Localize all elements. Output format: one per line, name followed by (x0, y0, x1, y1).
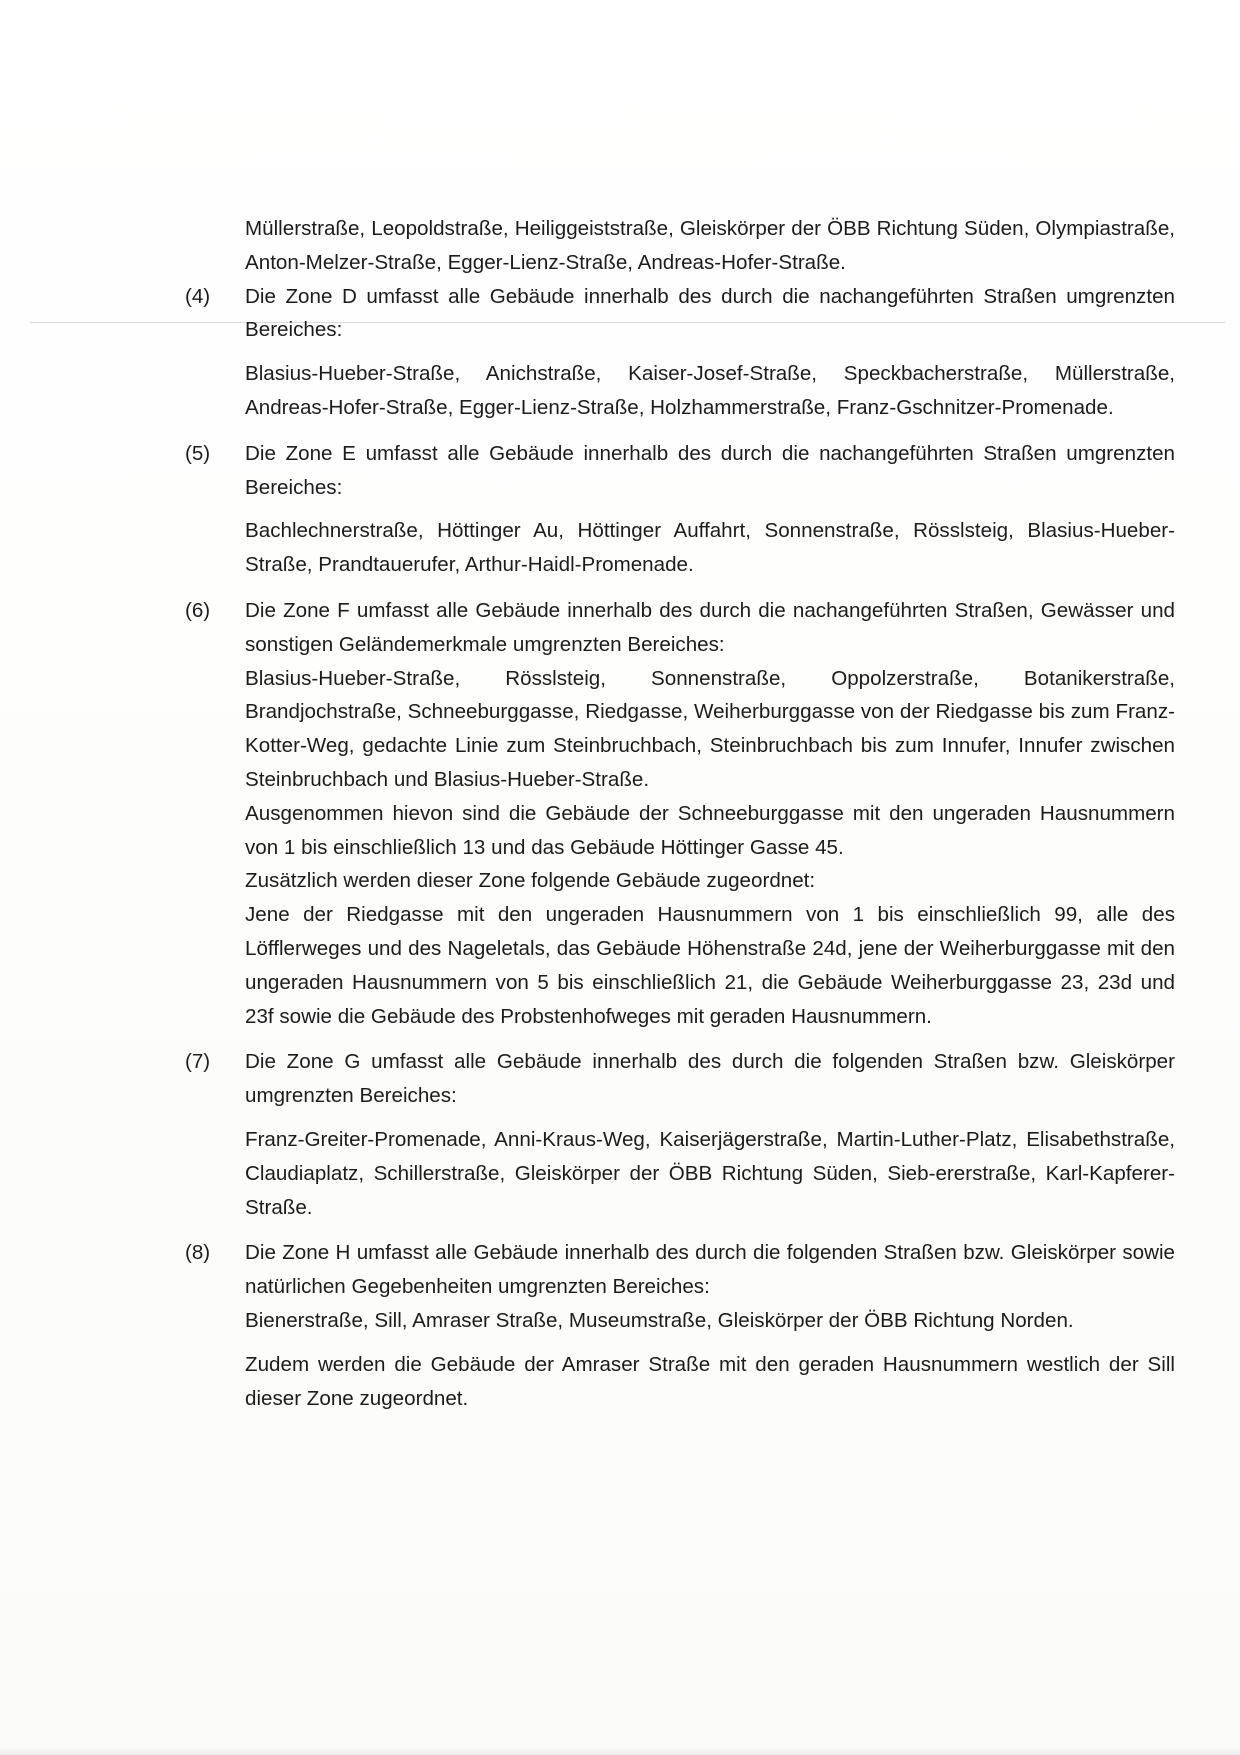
additional-buildings: Jene der Riedgasse mit den ungeraden Hausnummern von 1 bis einschließlich 99, alle des Löfflerweges und des Nageletals, das Gebäude Höhenstraße 24d, jene der Weiherburggasse mit den ungeraden Hausnummern von 5 bis einschließlich 21, die Gebäude Weiherburggasse 23, 23d und 23f sowie die Gebäude des Probstenhofweges mit geraden Hausnummern. (245, 903, 1175, 1028)
section-intro: Die Zone E umfasst alle Gebäude innerhalb des durch die nachangeführten Straßen umgrenzten Bereiches: (245, 441, 1175, 499)
scan-edge (0, 1747, 1240, 1755)
section-zone-g (185, 1045, 1175, 1224)
additional-intro: Zusätzlich werden dieser Zone folgende Gebäude zugeordnet: (245, 869, 816, 893)
section-zone-f (185, 594, 1175, 1033)
section-number: (4) (185, 284, 211, 308)
street-list: Blasius-Hueber-Straße, Anichstraße, Kaiser-Josef-Straße, Speckbacherstraße, Müllerstraße, Andreas-Hofer-Straße, Egger-Lienz-Straße, Holzhammerstraße, Franz-Gschnitzer-Promenade. (245, 362, 1175, 419)
section-number: (7) (185, 1050, 211, 1074)
additional-buildings: Zudem werden die Gebäude der Amraser Straße mit den geraden Hausnummern westlich der Sill dieser Zone zugeordnet. (245, 1352, 1175, 1410)
street-list: Bienerstraße, Sill, Amraser Straße, Museumstraße, Gleiskörper der ÖBB Richtung Norden. (245, 1308, 1074, 1332)
street-list: Franz-Greiter-Promenade, Anni-Kraus-Weg, Kaiserjägerstraße, Martin-Luther-Platz, Elisabethstraße, Claudiaplatz, Schillerstraße, Gleiskörper der ÖBB Richtung Süden, Sieb-ererstraße, Karl-Kapferer-Straße. (245, 1127, 1175, 1219)
document-body (185, 212, 1175, 1415)
section-intro: Die Zone G umfasst alle Gebäude innerhalb des durch die folgenden Straßen bzw. Gleiskörper umgrenzten Bereiches: (245, 1050, 1175, 1108)
street-list: Bachlechnerstraße, Höttinger Au, Höttinger Auffahrt, Sonnenstraße, Rösslsteig, Blasius-Hueber-Straße, Prandtauerufer, Arthur-Haidl-Promenade. (245, 519, 1175, 577)
exceptions-text: Ausgenommen hievon sind die Gebäude der Schneeburggasse mit den ungeraden Hausnummern von 1 bis einschließlich 13 und das Gebäude Höttinger Gasse 45. (245, 801, 1175, 859)
section-number: (6) (185, 598, 211, 622)
section-zone-h (185, 1236, 1175, 1415)
section-number: (5) (185, 441, 211, 465)
section-number: (8) (185, 1241, 211, 1265)
section-zone-e (185, 437, 1175, 582)
street-list: Blasius-Hueber-Straße, Rösslsteig, Sonnenstraße, Oppolzerstraße, Botanikerstraße, Brandjochstraße, Schneeburggasse, Riedgasse, Weiherburggasse von der Riedgasse bis zum Franz-Kotter-Weg, gedachte Linie zum Steinbruchbach, Steinbruchbach bis zum Innufer, Innufer zwischen Steinbruchbach und Blasius-Hueber-Straße. (245, 666, 1175, 791)
opening-street-list: Müllerstraße, Leopoldstraße, Heiliggeiststraße, Gleiskörper der ÖBB Richtung Süden, Olympiastraße, Anton-Melzer-Straße, Egger-Lienz-Straße, Andreas-Hofer-Straße. (245, 217, 1175, 274)
section-intro: Die Zone F umfasst alle Gebäude innerhalb des durch die nachangeführten Straßen, Gewässer und sonstigen Geländemerkmale umgrenzten Bereiches: (245, 598, 1175, 656)
section-intro: Die Zone H umfasst alle Gebäude innerhalb des durch die folgenden Straßen bzw. Gleiskörper sowie natürlichen Gegebenheiten umgrenzten Bereiches: (245, 1241, 1175, 1299)
section-zone-d (185, 280, 1175, 425)
opening-continuation (185, 212, 1175, 280)
section-intro: Die Zone D umfasst alle Gebäude innerhalb des durch die nachangeführten Straßen umgrenzten Bereiches: (245, 284, 1175, 342)
